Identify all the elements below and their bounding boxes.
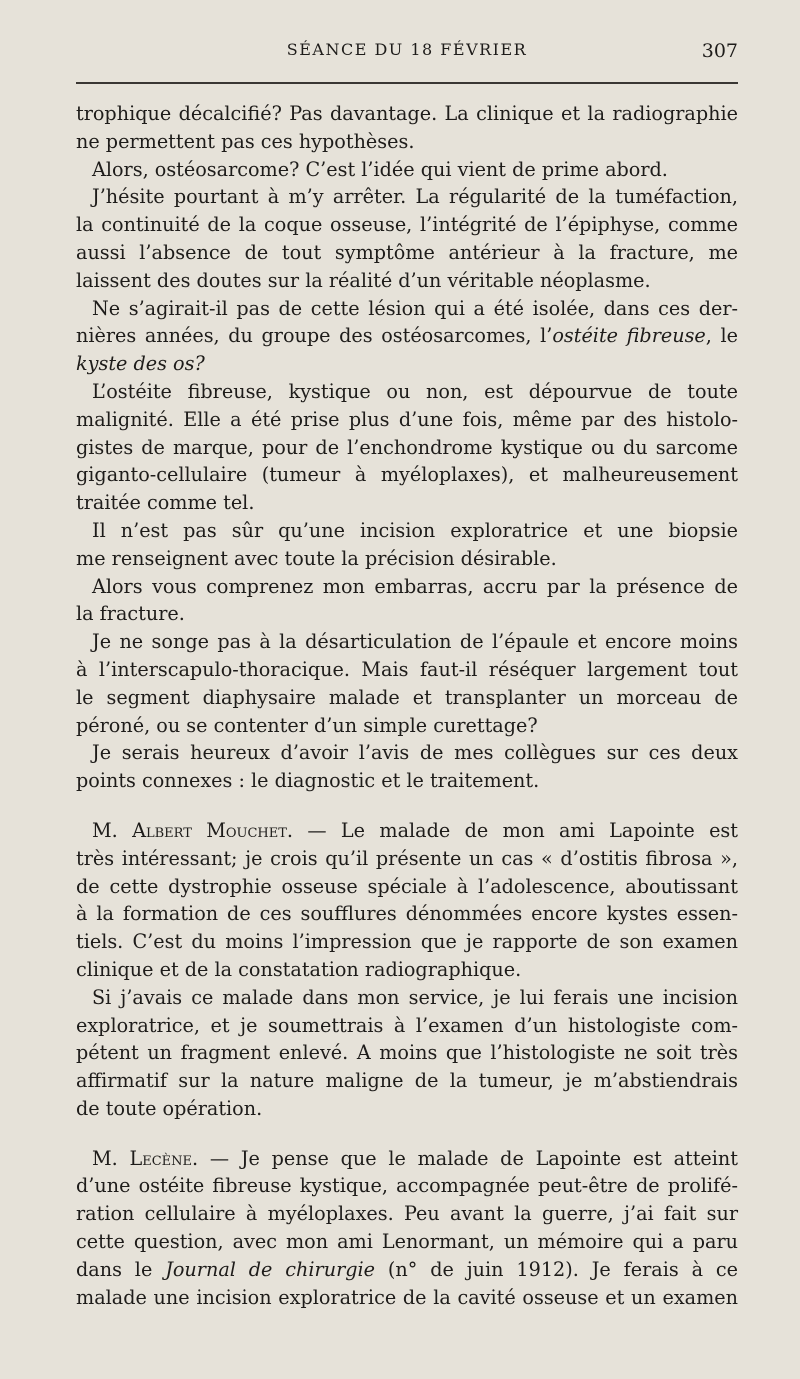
text-line — [76, 1256, 738, 1284]
text-run: (n° de juin 1912). Je ferais à ce — [375, 1257, 738, 1281]
text-line: à l’interscapulo-thoracique. Mais faut-il réséquer largement tout — [76, 657, 738, 681]
text-line: péroné, ou se contenter d’un simple curettage? — [76, 713, 538, 737]
text-run: , le — [705, 324, 738, 348]
paragraph-gap — [76, 795, 738, 817]
text-line: Ne s’agirait-il pas de cette lésion qui a été isolée, dans ces der- — [92, 296, 738, 320]
text-line: la continuité de la coque osseuse, l’intégrité de l’épiphyse, comme — [76, 213, 738, 237]
text-line: pétent un fragment enlevé. A moins que l’histologiste ne soit très — [76, 1041, 738, 1065]
text-run: — Le malade de mon ami Lapointe est — [293, 818, 738, 842]
text-line: points connexes : le diagnostic et le traitement. — [76, 769, 540, 793]
text-line: Alors vous comprenez mon embarras, accru par la présence de — [92, 574, 738, 598]
italic-term: kyste des os? — [76, 352, 205, 376]
header-rule — [76, 82, 738, 84]
text-line: d’une ostéite fibreuse kystique, accompagnée peut-être de prolifé- — [76, 1174, 738, 1198]
text-line — [76, 350, 738, 378]
text-line: malignité. Elle a été prise plus d’une fois, même par des histolo- — [76, 407, 738, 431]
page-number: 307 — [701, 40, 738, 62]
text-line: trophique décalcifié? Pas davantage. La clinique et la radiographie — [76, 102, 738, 125]
text-line: aussi l’absence de tout symptôme antérieur à la fracture, me — [76, 240, 738, 264]
text-line: Je ne songe pas à la désarticulation de l’épaule et encore moins — [92, 630, 738, 654]
text-line: L’ostéite fibreuse, kystique ou non, est dépourvue de toute — [92, 379, 738, 403]
text-line: Il n’est pas sûr qu’une incision exploratrice et une biopsie — [92, 518, 738, 542]
text-line: traitée comme tel. — [76, 491, 255, 515]
text-run: dans le — [76, 1257, 166, 1281]
text-line: exploratrice, et je soumettrais à l’examen d’un histologiste com- — [76, 1013, 738, 1037]
text-line: Alors, ostéosarcome? C’est l’idée qui vient de prime abord. — [92, 157, 668, 181]
text-line: clinique et de la constatation radiographique. — [76, 957, 522, 981]
text-line: giganto-cellulaire (tumeur à myéloplaxes), et malheureusement — [76, 463, 738, 487]
running-title: SÉANCE DU 18 FÉVRIER — [286, 40, 528, 59]
text-line: à la formation de ces soufflures dénommées encore kystes essen- — [76, 902, 738, 926]
italic-term: ostéite fibreuse — [552, 324, 706, 348]
text-line: me renseignent avec toute la précision désirable. — [76, 546, 557, 570]
journal-title: Journal de chirurgie — [165, 1257, 376, 1281]
text-line: affirmatif sur la nature maligne de la tumeur, je m’abstiendrais — [76, 1069, 738, 1093]
text-line: J’hésite pourtant à m’y arrêter. La régularité de la tuméfaction, — [92, 185, 738, 209]
speaker-name: M. Lecène. — [92, 1146, 199, 1170]
text-line: tiels. C’est du moins l’impression que je rapporte de son examen — [76, 930, 738, 954]
text-line: gistes de marque, pour de l’enchondrome kystique ou du sarcome — [76, 435, 738, 459]
text-line — [76, 1145, 738, 1173]
text-line: laissent des doutes sur la réalité d’un véritable néoplasme. — [76, 268, 651, 292]
text-line: de toute opération. — [76, 1096, 263, 1120]
body-text — [76, 100, 738, 1311]
text-line: Je serais heureux d’avoir l’avis de mes collègues sur ces deux — [92, 741, 738, 765]
paragraph-gap — [76, 1123, 738, 1145]
text-run: — Je pense que le malade de Lapointe est atteint — [198, 1146, 738, 1170]
speaker-name: M. Albert Mouchet. — [92, 818, 294, 842]
text-line: très intéressant; je crois qu’il présente un cas « d’ostitis fibrosa », — [76, 846, 738, 870]
text-line: malade une incision exploratrice de la cavité osseuse et un examen — [76, 1285, 738, 1309]
text-line: cette question, avec mon ami Lenormant, un mémoire qui a paru — [76, 1230, 738, 1254]
text-line: ration cellulaire à myéloplaxes. Peu avant la guerre, j’ai fait sur — [76, 1202, 738, 1226]
text-line: Si j’avais ce malade dans mon service, je lui ferais une incision — [92, 985, 738, 1009]
text-run: nières années, du groupe des ostéosarcomes, l’ — [76, 324, 553, 348]
text-line — [76, 322, 738, 350]
running-header — [76, 40, 738, 66]
text-line: de cette dystrophie osseuse spéciale à l’adolescence, aboutissant — [76, 874, 738, 898]
text-line: la fracture. — [76, 602, 185, 626]
text-line — [76, 817, 738, 845]
text-line: ne permettent pas ces hypothèses. — [76, 129, 415, 153]
text-line: le segment diaphysaire malade et transplanter un morceau de — [76, 685, 738, 709]
